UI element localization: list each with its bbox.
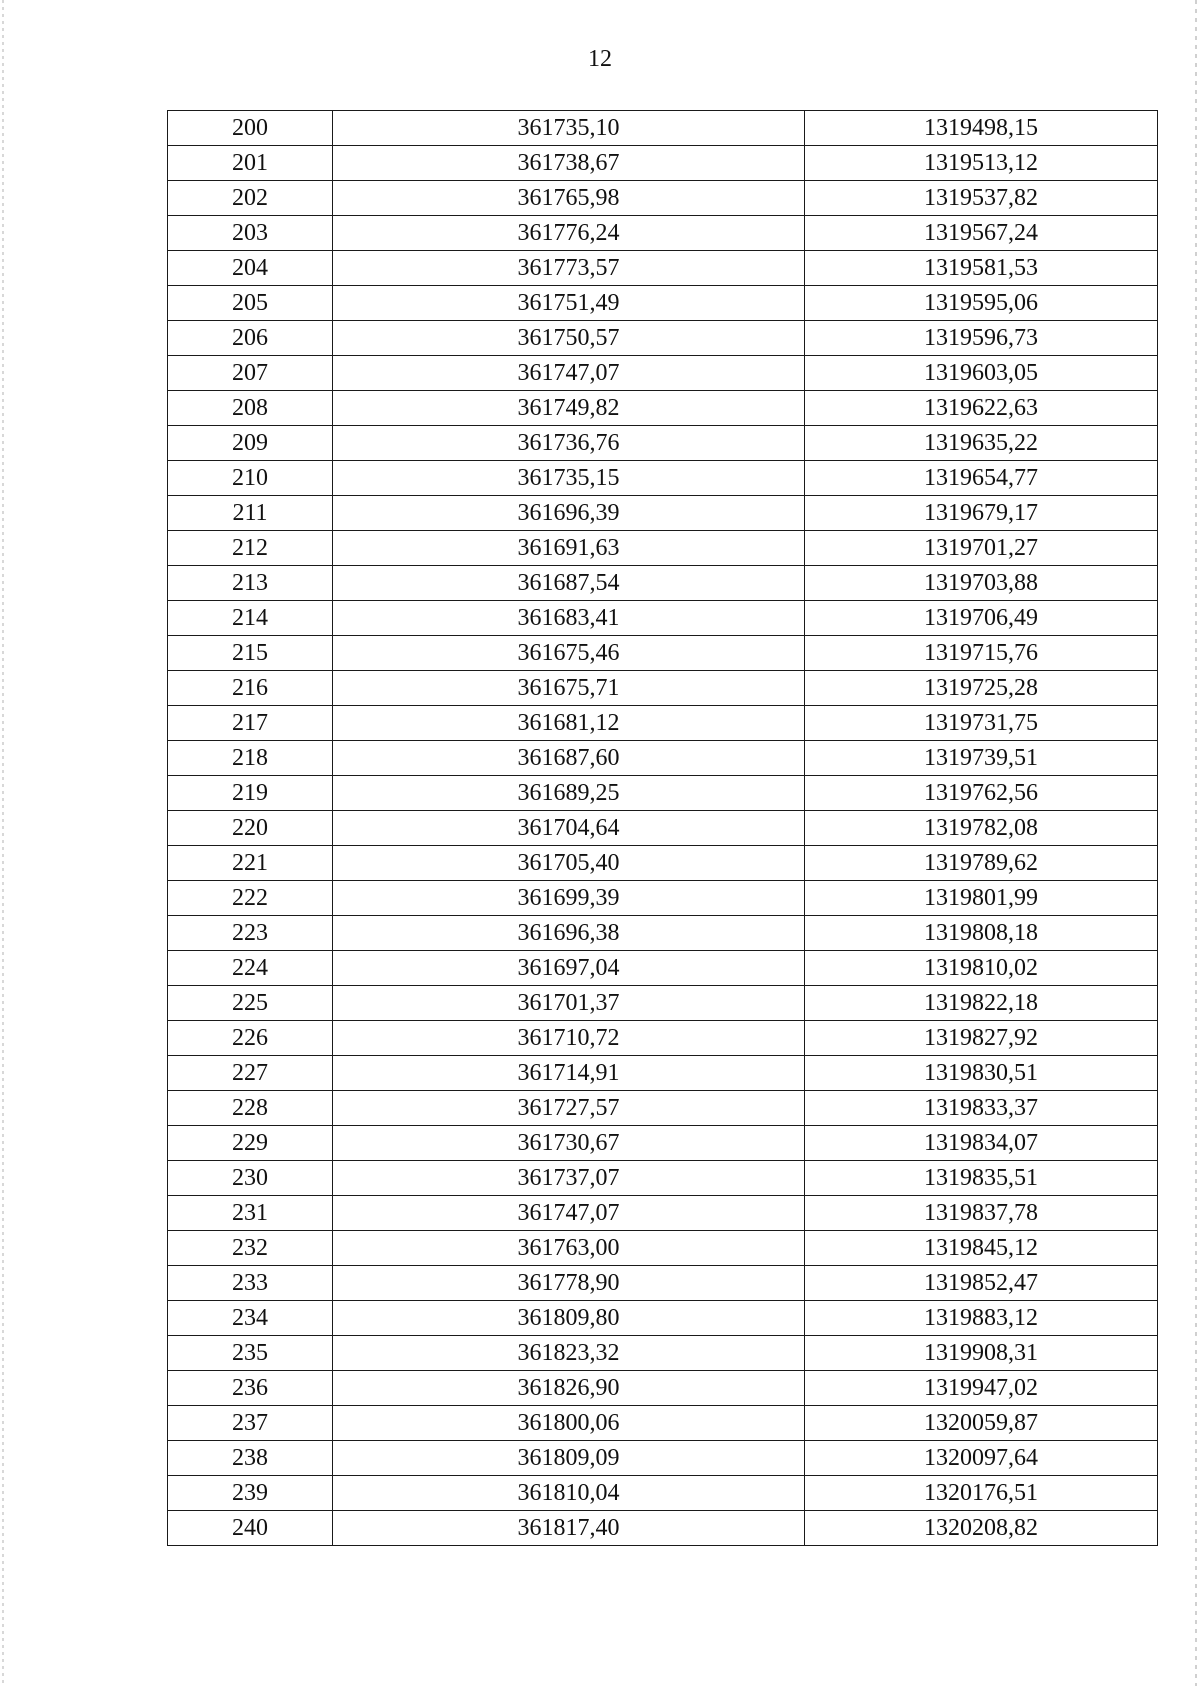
point-number-cell: 229 [168,1126,333,1161]
x-coordinate-cell: 361736,76 [333,426,805,461]
x-coordinate-cell: 361701,37 [333,986,805,1021]
y-coordinate-cell: 1319498,15 [805,111,1158,146]
point-number-cell: 232 [168,1231,333,1266]
table-row [168,986,1158,1021]
x-coordinate-cell: 361747,07 [333,1196,805,1231]
point-number-cell: 210 [168,461,333,496]
table-row [168,216,1158,251]
table-row [168,496,1158,531]
page-number: 12 [588,46,612,72]
y-coordinate-cell: 1319835,51 [805,1161,1158,1196]
x-coordinate-cell: 361735,15 [333,461,805,496]
point-number-cell: 213 [168,566,333,601]
point-number-cell: 203 [168,216,333,251]
y-coordinate-cell: 1320097,64 [805,1441,1158,1476]
x-coordinate-cell: 361730,67 [333,1126,805,1161]
table-row [168,1126,1158,1161]
point-number-cell: 207 [168,356,333,391]
table-row [168,426,1158,461]
x-coordinate-cell: 361809,80 [333,1301,805,1336]
point-number-cell: 223 [168,916,333,951]
x-coordinate-cell: 361776,24 [333,216,805,251]
y-coordinate-cell: 1319701,27 [805,531,1158,566]
point-number-cell: 206 [168,321,333,356]
x-coordinate-cell: 361809,09 [333,1441,805,1476]
coordinates-table-body [168,111,1158,1546]
y-coordinate-cell: 1319513,12 [805,146,1158,181]
x-coordinate-cell: 361737,07 [333,1161,805,1196]
table-row [168,636,1158,671]
y-coordinate-cell: 1319762,56 [805,776,1158,811]
y-coordinate-cell: 1319596,73 [805,321,1158,356]
point-number-cell: 224 [168,951,333,986]
point-number-cell: 236 [168,1371,333,1406]
point-number-cell: 208 [168,391,333,426]
point-number-cell: 233 [168,1266,333,1301]
point-number-cell: 235 [168,1336,333,1371]
y-coordinate-cell: 1319852,47 [805,1266,1158,1301]
point-number-cell: 221 [168,846,333,881]
table-row [168,846,1158,881]
table-row [168,706,1158,741]
y-coordinate-cell: 1319537,82 [805,181,1158,216]
y-coordinate-cell: 1320176,51 [805,1476,1158,1511]
x-coordinate-cell: 361763,00 [333,1231,805,1266]
table-row [168,1266,1158,1301]
y-coordinate-cell: 1319822,18 [805,986,1158,1021]
x-coordinate-cell: 361696,39 [333,496,805,531]
x-coordinate-cell: 361810,04 [333,1476,805,1511]
point-number-cell: 237 [168,1406,333,1441]
point-number-cell: 212 [168,531,333,566]
y-coordinate-cell: 1319808,18 [805,916,1158,951]
point-number-cell: 231 [168,1196,333,1231]
x-coordinate-cell: 361681,12 [333,706,805,741]
y-coordinate-cell: 1319833,37 [805,1091,1158,1126]
table-row [168,531,1158,566]
x-coordinate-cell: 361689,25 [333,776,805,811]
y-coordinate-cell: 1319725,28 [805,671,1158,706]
y-coordinate-cell: 1320208,82 [805,1511,1158,1546]
x-coordinate-cell: 361773,57 [333,251,805,286]
point-number-cell: 228 [168,1091,333,1126]
table-row [168,811,1158,846]
y-coordinate-cell: 1319810,02 [805,951,1158,986]
point-number-cell: 226 [168,1021,333,1056]
x-coordinate-cell: 361778,90 [333,1266,805,1301]
y-coordinate-cell: 1319654,77 [805,461,1158,496]
y-coordinate-cell: 1319622,63 [805,391,1158,426]
x-coordinate-cell: 361696,38 [333,916,805,951]
point-number-cell: 201 [168,146,333,181]
y-coordinate-cell: 1319837,78 [805,1196,1158,1231]
y-coordinate-cell: 1319603,05 [805,356,1158,391]
table-row [168,461,1158,496]
x-coordinate-cell: 361675,46 [333,636,805,671]
y-coordinate-cell: 1319715,76 [805,636,1158,671]
y-coordinate-cell: 1319739,51 [805,741,1158,776]
table-row [168,356,1158,391]
y-coordinate-cell: 1319679,17 [805,496,1158,531]
point-number-cell: 216 [168,671,333,706]
point-number-cell: 204 [168,251,333,286]
y-coordinate-cell: 1319830,51 [805,1056,1158,1091]
x-coordinate-cell: 361750,57 [333,321,805,356]
y-coordinate-cell: 1319883,12 [805,1301,1158,1336]
x-coordinate-cell: 361823,32 [333,1336,805,1371]
table-row [168,1091,1158,1126]
table-row [168,916,1158,951]
point-number-cell: 230 [168,1161,333,1196]
x-coordinate-cell: 361691,63 [333,531,805,566]
point-number-cell: 225 [168,986,333,1021]
y-coordinate-cell: 1319581,53 [805,251,1158,286]
table-row [168,321,1158,356]
table-row [168,1371,1158,1406]
y-coordinate-cell: 1319782,08 [805,811,1158,846]
table-row [168,671,1158,706]
table-row [168,391,1158,426]
point-number-cell: 238 [168,1441,333,1476]
table-row [168,1476,1158,1511]
x-coordinate-cell: 361687,60 [333,741,805,776]
y-coordinate-cell: 1320059,87 [805,1406,1158,1441]
point-number-cell: 209 [168,426,333,461]
scan-edge-right [1195,0,1197,1686]
table-row [168,776,1158,811]
x-coordinate-cell: 361699,39 [333,881,805,916]
table-row [168,1336,1158,1371]
point-number-cell: 222 [168,881,333,916]
y-coordinate-cell: 1319947,02 [805,1371,1158,1406]
x-coordinate-cell: 361705,40 [333,846,805,881]
x-coordinate-cell: 361826,90 [333,1371,805,1406]
x-coordinate-cell: 361800,06 [333,1406,805,1441]
point-number-cell: 205 [168,286,333,321]
y-coordinate-cell: 1319801,99 [805,881,1158,916]
x-coordinate-cell: 361675,71 [333,671,805,706]
point-number-cell: 227 [168,1056,333,1091]
x-coordinate-cell: 361704,64 [333,811,805,846]
scan-edge-left [2,0,4,1686]
table-row [168,1511,1158,1546]
x-coordinate-cell: 361747,07 [333,356,805,391]
point-number-cell: 218 [168,741,333,776]
y-coordinate-cell: 1319731,75 [805,706,1158,741]
table-row [168,1056,1158,1091]
x-coordinate-cell: 361765,98 [333,181,805,216]
point-number-cell: 202 [168,181,333,216]
table-row [168,1406,1158,1441]
table-row [168,1161,1158,1196]
table-row [168,601,1158,636]
point-number-cell: 211 [168,496,333,531]
point-number-cell: 215 [168,636,333,671]
x-coordinate-cell: 361817,40 [333,1511,805,1546]
table-row [168,181,1158,216]
point-number-cell: 214 [168,601,333,636]
point-number-cell: 240 [168,1511,333,1546]
y-coordinate-cell: 1319567,24 [805,216,1158,251]
point-number-cell: 219 [168,776,333,811]
point-number-cell: 217 [168,706,333,741]
table-row [168,111,1158,146]
table-row [168,1021,1158,1056]
y-coordinate-cell: 1319845,12 [805,1231,1158,1266]
x-coordinate-cell: 361710,72 [333,1021,805,1056]
table-row [168,251,1158,286]
table-row [168,286,1158,321]
x-coordinate-cell: 361714,91 [333,1056,805,1091]
y-coordinate-cell: 1319706,49 [805,601,1158,636]
x-coordinate-cell: 361751,49 [333,286,805,321]
coordinates-table [167,110,1158,1546]
x-coordinate-cell: 361697,04 [333,951,805,986]
table-row [168,1231,1158,1266]
y-coordinate-cell: 1319789,62 [805,846,1158,881]
point-number-cell: 234 [168,1301,333,1336]
x-coordinate-cell: 361738,67 [333,146,805,181]
point-number-cell: 220 [168,811,333,846]
point-number-cell: 239 [168,1476,333,1511]
y-coordinate-cell: 1319595,06 [805,286,1158,321]
table-row [168,881,1158,916]
x-coordinate-cell: 361683,41 [333,601,805,636]
table-row [168,741,1158,776]
x-coordinate-cell: 361687,54 [333,566,805,601]
x-coordinate-cell: 361727,57 [333,1091,805,1126]
table-row [168,566,1158,601]
table-row [168,951,1158,986]
y-coordinate-cell: 1319827,92 [805,1021,1158,1056]
x-coordinate-cell: 361735,10 [333,111,805,146]
y-coordinate-cell: 1319703,88 [805,566,1158,601]
table-row [168,146,1158,181]
table-row [168,1301,1158,1336]
y-coordinate-cell: 1319635,22 [805,426,1158,461]
x-coordinate-cell: 361749,82 [333,391,805,426]
point-number-cell: 200 [168,111,333,146]
y-coordinate-cell: 1319834,07 [805,1126,1158,1161]
table-row [168,1196,1158,1231]
y-coordinate-cell: 1319908,31 [805,1336,1158,1371]
table-row [168,1441,1158,1476]
